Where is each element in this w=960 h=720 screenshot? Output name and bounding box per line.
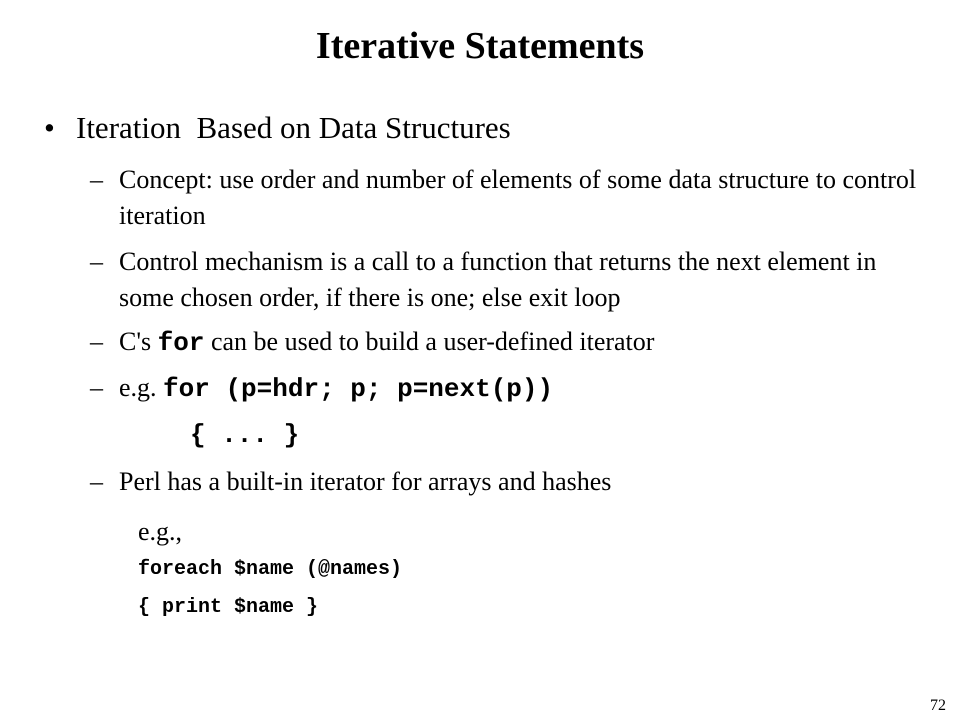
perl-code-line-2: { print $name } xyxy=(138,596,319,619)
sub-bullet-concept xyxy=(90,162,930,234)
sub-bullet-c-for xyxy=(90,324,930,361)
sub-bullet-perl xyxy=(90,464,930,500)
eg-code-line-1: for (p=hdr; p; p=next(p)) xyxy=(163,374,554,404)
eg-prefix: e.g. xyxy=(119,373,164,402)
c-for-prefix: C's xyxy=(119,327,158,356)
eg-code-line-2: { ... } xyxy=(190,420,300,450)
c-for-suffix: can be used to build a user-defined iterator xyxy=(204,327,655,356)
main-bullet-text: Iteration Based on Data Structures xyxy=(76,110,511,145)
page-number: 72 xyxy=(930,697,946,714)
dash-marker: – xyxy=(90,165,103,194)
sub-bullet-eg-text xyxy=(90,370,930,407)
main-bullet xyxy=(44,106,511,150)
c-for-keyword: for xyxy=(157,328,205,358)
bullet-marker: • xyxy=(44,110,55,145)
sub-bullet-eg xyxy=(90,370,930,407)
slide-title: Iterative Statements xyxy=(315,25,645,67)
perl-example-label: e.g., xyxy=(138,517,183,546)
sub-bullet-control-text: Control mechanism is a call to a function that returns the next element in some chosen order, if there is one; else exit loop xyxy=(119,247,877,312)
perl-code-line-1: foreach $name (@names) xyxy=(138,558,403,581)
sub-bullet-perl-text: Perl has a built-in iterator for arrays and hashes xyxy=(119,467,612,496)
dash-marker: – xyxy=(90,373,103,402)
sub-bullet-control xyxy=(90,244,930,316)
sub-bullet-concept-text: Concept: use order and number of elements of some data structure to control iteration xyxy=(119,165,917,230)
dash-marker: – xyxy=(90,327,103,356)
dash-marker: – xyxy=(90,247,103,276)
dash-marker: – xyxy=(90,467,103,496)
sub-bullet-c-for-text xyxy=(90,324,930,361)
